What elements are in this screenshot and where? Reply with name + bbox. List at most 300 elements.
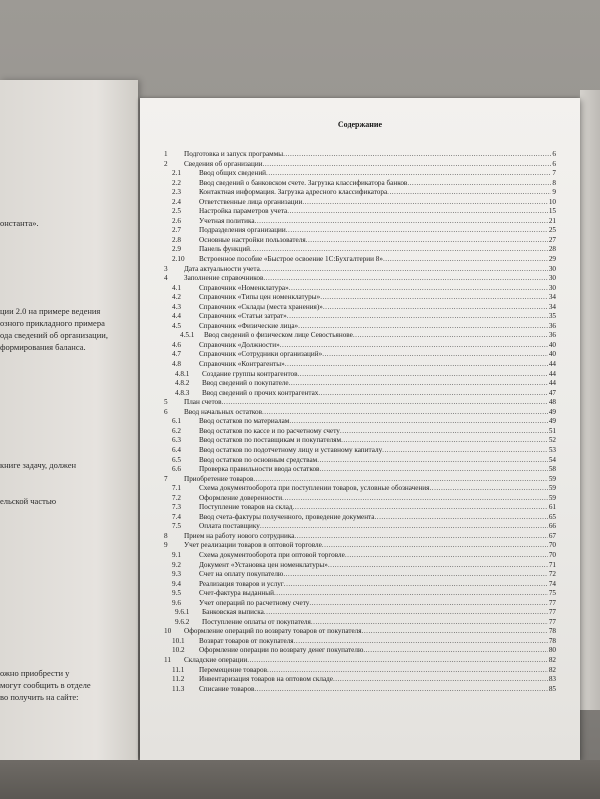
toc-entry [160, 494, 556, 504]
toc-entry [160, 532, 556, 542]
toc-dot-leader [285, 360, 548, 370]
toc-entry-number: 10.1 [172, 636, 185, 645]
toc-entry-number: 8 [164, 531, 168, 540]
toc-dot-leader [264, 608, 548, 618]
toc-entry-number: 4.8 [172, 360, 181, 369]
toc-dot-leader [293, 503, 548, 513]
toc-entry-number: 4.7 [172, 350, 181, 359]
toc-entry-title: Ввод сведений о физическом лице Севостьянове [204, 331, 353, 340]
toc-entry [160, 656, 556, 666]
toc-entry-number: 3 [164, 264, 168, 273]
toc-dot-leader [383, 255, 548, 265]
toc-entry-page: 59 [548, 493, 556, 502]
toc-entry [160, 475, 556, 485]
toc-entry-page: 77 [548, 598, 556, 607]
left-text-fragment: онстанта». [0, 218, 39, 228]
toc-entry-page: 52 [548, 436, 556, 445]
toc-entry-number: 9.5 [172, 589, 181, 598]
toc-entry-page: 44 [548, 379, 556, 388]
left-text-fragment: озного прикладного примера [0, 318, 105, 328]
toc-dot-leader [260, 522, 548, 532]
toc-entry-page: 30 [548, 283, 556, 292]
toc-entry-page: 25 [548, 226, 556, 235]
toc-entry-page: 58 [548, 465, 556, 474]
toc-entry-title: Сведения об организации [184, 159, 263, 168]
toc-entry-number: 7.5 [172, 522, 181, 531]
toc-entry-number: 2.10 [172, 255, 185, 264]
toc-entry-number: 9.6.2 [175, 617, 190, 626]
toc-entry-number: 10.2 [172, 646, 185, 655]
toc-entry-title: Счет на оплату покупателю [199, 570, 284, 579]
toc-entry [160, 179, 556, 189]
toc-entry-title: Перемещение товаров [199, 665, 268, 674]
toc-entry-page: 80 [548, 646, 556, 655]
toc-entry [160, 646, 556, 656]
toc-entry [160, 341, 556, 351]
toc-entry-number: 6.2 [172, 426, 181, 435]
toc-entry [160, 217, 556, 227]
toc-entry-title: Справочник «Должности» [199, 340, 280, 349]
left-text-fragment: ода сведений об организации, [0, 330, 108, 340]
toc-dot-leader [287, 207, 548, 217]
toc-entry-title: Ввод остатков по кассе и по расчетному счету [199, 426, 340, 435]
toc-entry-page: 70 [548, 550, 556, 559]
toc-dot-leader [280, 341, 548, 351]
toc-entry-title: Заполнение справочников [184, 274, 264, 283]
toc-entry [160, 245, 556, 255]
toc-entry-number: 11.3 [172, 684, 185, 693]
toc-entry-page: 82 [548, 655, 556, 664]
toc-entry [160, 160, 556, 170]
toc-entry-title: Реализация товаров и услуг [199, 579, 284, 588]
toc-entry-number: 10 [164, 627, 172, 636]
toc-entry-number: 4.8.2 [175, 379, 190, 388]
toc-entry-page: 7 [552, 169, 556, 178]
toc-dot-leader [263, 274, 547, 284]
left-text-fragment: во получить на сайте: [0, 692, 79, 702]
toc-entry-title: Дата актуальности учета [184, 264, 260, 273]
toc-dot-leader [322, 541, 548, 551]
toc-entry [160, 360, 556, 370]
left-text-fragment: ельской частью [0, 496, 57, 506]
page-title: Содержание [337, 120, 383, 129]
toc-entry [160, 580, 556, 590]
toc-dot-leader [266, 169, 551, 179]
toc-entry-number: 11.1 [172, 665, 185, 674]
toc-entry-number: 9.2 [172, 560, 181, 569]
toc-dot-leader [353, 331, 548, 341]
toc-entry [160, 465, 556, 475]
toc-dot-leader [262, 408, 548, 418]
toc-dot-leader [333, 675, 548, 685]
toc-entry-number: 2.3 [172, 188, 181, 197]
toc-entry [160, 265, 556, 275]
toc-entry-number: 6.4 [172, 445, 181, 454]
toc-entry [160, 169, 556, 179]
toc-entry-number: 9.4 [172, 579, 181, 588]
toc-entry [160, 293, 556, 303]
toc-entry [160, 446, 556, 456]
left-text-fragment: ожно приобрести у [0, 668, 70, 678]
toc-entry [160, 150, 556, 160]
toc-entry-number: 2.1 [172, 169, 181, 178]
toc-dot-leader [282, 494, 548, 504]
toc-entry-title: Списание товаров [199, 684, 255, 693]
toc-entry-page: 15 [548, 207, 556, 216]
toc-entry-page: 44 [548, 369, 556, 378]
toc-entry-page: 35 [548, 312, 556, 321]
left-text-fragment: книге задачу, должен [0, 460, 77, 470]
toc-dot-leader [387, 188, 551, 198]
toc-entry-page: 71 [548, 560, 556, 569]
toc-entry-title: Прием на работу нового сотрудника [184, 531, 295, 540]
toc-entry [160, 255, 556, 265]
toc-entry-page: 82 [548, 665, 556, 674]
toc-entry-title: Банковская выписка [202, 608, 264, 617]
toc-entry-page: 78 [548, 627, 556, 636]
toc-entry-title: Подготовка и запуск программы [184, 150, 284, 158]
toc-entry [160, 570, 556, 580]
toc-entry-number: 2.2 [172, 178, 181, 187]
toc-entry-page: 66 [548, 522, 556, 531]
toc-entry-title: Инвентаризация товаров на оптовом складе [199, 675, 333, 684]
toc-entry-page: 44 [548, 360, 556, 369]
toc-entry-title: Ввод общих сведений [199, 169, 267, 178]
toc-entry-title: Подразделения организации [199, 226, 286, 235]
toc-entry-title: Учет операций по расчетному счету [199, 598, 310, 607]
toc-entry [160, 551, 556, 561]
toc-entry-number: 4.8.1 [175, 369, 190, 378]
toc-entry-title: Справочник «Физические лица» [199, 321, 299, 330]
toc-entry-page: 49 [548, 417, 556, 426]
toc-entry [160, 398, 556, 408]
toc-entry [160, 226, 556, 236]
toc-entry-title: Учет реализации товаров в оптовой торговле [184, 541, 322, 550]
toc-entry-title: Проверка правильности ввода остатков [199, 465, 320, 474]
toc-entry-title: Ввод начальных остатков [184, 407, 262, 416]
toc-entry-page: 27 [548, 235, 556, 244]
toc-entry-number: 7 [164, 474, 168, 483]
toc-entry-number: 5 [164, 398, 168, 407]
toc-entry-page: 40 [548, 340, 556, 349]
toc-entry-title: Оформление операции по возврату денег покупателю [199, 646, 364, 655]
toc-entry-number: 4.1 [172, 283, 181, 292]
toc-entry-page: 85 [548, 684, 556, 693]
toc-entry [160, 188, 556, 198]
toc-entry-title: Настройка параметров учета [199, 207, 288, 216]
toc-dot-leader [322, 350, 548, 360]
toc-entry-title: Панель функций [199, 245, 251, 254]
toc-entry-page: 34 [548, 302, 556, 311]
toc-entry-title: План счетов [184, 398, 222, 407]
toc-entry-title: Учетная политика [199, 216, 255, 225]
table-surface [0, 760, 600, 799]
toc-entry [160, 456, 556, 466]
toc-entry-title: Документ «Установка цен номенклатуры» [199, 560, 328, 569]
toc-entry-number: 4.3 [172, 302, 181, 311]
toc-entry-number: 2.6 [172, 216, 181, 225]
toc-entry [160, 379, 556, 389]
toc-entry [160, 637, 556, 647]
toc-entry-page: 59 [548, 484, 556, 493]
toc-dot-leader [382, 446, 548, 456]
toc-dot-leader [222, 398, 548, 408]
toc-dot-leader [294, 532, 547, 542]
toc-dot-leader [328, 561, 548, 571]
toc-entry-number: 4.4 [172, 312, 181, 321]
toc-entry-page: 78 [548, 636, 556, 645]
toc-entry-page: 61 [548, 503, 556, 512]
toc-dot-leader [287, 312, 548, 322]
toc-entry-page: 6 [552, 159, 556, 168]
toc-entry-title: Складские операции [184, 655, 248, 664]
toc-dot-leader [363, 646, 547, 656]
toc-entry [160, 503, 556, 513]
toc-dot-leader [340, 427, 548, 437]
toc-dot-leader [286, 226, 548, 236]
toc-dot-leader [318, 389, 547, 399]
toc-entry-number: 7.1 [172, 484, 181, 493]
toc-entry [160, 408, 556, 418]
toc-entry [160, 685, 556, 695]
toc-dot-leader [306, 236, 548, 246]
toc-entry-page: 67 [548, 531, 556, 540]
toc-entry-number: 7.4 [172, 512, 181, 521]
toc-entry-number: 2.9 [172, 245, 181, 254]
toc-entry-title: Справочник «Сотрудники организаций» [199, 350, 323, 359]
toc-entry-title: Ввод сведений о прочих контрагентах [202, 388, 319, 397]
toc-entry-number: 4.6 [172, 340, 181, 349]
toc-entry-page: 48 [548, 398, 556, 407]
toc-entry [160, 599, 556, 609]
toc-entry-title: Справочник «Типы цен номенклатуры» [199, 293, 321, 302]
toc-entry [160, 312, 556, 322]
toc-dot-leader [320, 293, 548, 303]
toc-entry-page: 36 [548, 331, 556, 340]
toc-entry-title: Создание группы контрагентов [202, 369, 298, 378]
table-of-contents [160, 150, 556, 694]
toc-dot-leader [302, 198, 547, 208]
toc-entry-page: 30 [548, 264, 556, 273]
toc-entry-page: 54 [548, 455, 556, 464]
toc-dot-leader [298, 322, 548, 332]
toc-entry-number: 9.1 [172, 550, 181, 559]
toc-entry-title: Справочник «Статьи затрат» [199, 312, 287, 321]
toc-entry [160, 198, 556, 208]
toc-entry-number: 2.8 [172, 235, 181, 244]
toc-dot-leader [274, 589, 548, 599]
toc-entry-number: 4.2 [172, 293, 181, 302]
toc-dot-leader [317, 456, 548, 466]
toc-dot-leader [254, 685, 547, 695]
toc-entry-page: 75 [548, 589, 556, 598]
toc-dot-leader [345, 551, 548, 561]
toc-entry [160, 207, 556, 217]
toc-entry-page: 83 [548, 675, 556, 684]
toc-dot-leader [323, 303, 548, 313]
toc-entry-page: 10 [548, 197, 556, 206]
left-text-fragment: ции 2.0 на примере ведения [0, 306, 101, 316]
toc-dot-leader [319, 465, 547, 475]
toc-dot-leader [407, 179, 551, 189]
toc-entry-page: 21 [548, 216, 556, 225]
toc-entry-number: 6.5 [172, 455, 181, 464]
toc-entry-title: Оформление операций по возврату товаров от покупателя [184, 627, 362, 636]
toc-entry-title: Справочник «Склады (места хранения)» [199, 302, 323, 311]
toc-entry [160, 303, 556, 313]
toc-dot-leader [283, 570, 548, 580]
toc-dot-leader [289, 417, 547, 427]
toc-entry-title: Приобретение товаров [184, 474, 254, 483]
toc-entry-page: 77 [548, 617, 556, 626]
toc-entry-page: 49 [548, 407, 556, 416]
toc-dot-leader [253, 475, 547, 485]
left-book-page [0, 80, 138, 760]
toc-entry [160, 274, 556, 284]
toc-entry-title: Встроенное пособие «Быстрое освоение 1С:Бухгалтерии 8» [199, 255, 383, 264]
toc-dot-leader [247, 656, 548, 666]
toc-entry-title: Справочник «Контрагенты» [199, 360, 285, 369]
toc-entry [160, 666, 556, 676]
toc-entry-number: 4.5 [172, 321, 181, 330]
toc-entry-number: 6.6 [172, 465, 181, 474]
toc-dot-leader [267, 666, 548, 676]
toc-entry-number: 11.2 [172, 675, 185, 684]
toc-entry [160, 322, 556, 332]
toc-entry-title: Справочник «Номенклатура» [199, 283, 289, 292]
toc-entry [160, 513, 556, 523]
toc-dot-leader [294, 637, 548, 647]
toc-entry-page: 28 [548, 245, 556, 254]
toc-entry-page: 34 [548, 293, 556, 302]
toc-dot-leader [284, 580, 548, 590]
toc-entry-page: 51 [548, 426, 556, 435]
toc-entry [160, 618, 556, 628]
toc-entry-title: Ответственные лица организации [199, 197, 303, 206]
toc-entry-page: 72 [548, 570, 556, 579]
toc-entry-title: Ввод остатков по материалам [199, 417, 290, 426]
toc-entry-number: 2.5 [172, 207, 181, 216]
toc-entry-number: 6.3 [172, 436, 181, 445]
toc-dot-leader [289, 284, 548, 294]
toc-entry-page: 8 [552, 178, 556, 187]
toc-dot-leader [309, 599, 547, 609]
toc-dot-leader [255, 217, 548, 227]
toc-dot-leader [362, 627, 548, 637]
toc-entry [160, 370, 556, 380]
toc-entry-number: 2.4 [172, 197, 181, 206]
toc-entry [160, 522, 556, 532]
toc-entry-title: Оплата поставщику [199, 522, 260, 531]
toc-entry-page: 9 [552, 188, 556, 197]
toc-entry-page: 53 [548, 445, 556, 454]
toc-entry [160, 436, 556, 446]
toc-dot-leader [341, 436, 548, 446]
toc-entry-number: 9.6.1 [175, 608, 190, 617]
toc-entry-title: Возврат товаров от покупателя [199, 636, 294, 645]
toc-dot-leader [260, 265, 548, 275]
toc-entry [160, 675, 556, 685]
toc-entry-number: 4.5.1 [180, 331, 195, 340]
toc-entry-number: 6 [164, 407, 168, 416]
toc-entry-number: 4 [164, 274, 168, 283]
toc-entry [160, 350, 556, 360]
toc-dot-leader [374, 513, 547, 523]
toc-dot-leader [429, 484, 547, 494]
toc-entry [160, 589, 556, 599]
toc-entry [160, 427, 556, 437]
toc-entry-number: 2.7 [172, 226, 181, 235]
toc-entry [160, 389, 556, 399]
toc-entry-title: Ввод остатков по основным средствам [199, 455, 318, 464]
toc-entry-number: 1 [164, 150, 168, 158]
next-page-edge [580, 90, 600, 710]
toc-entry-page: 36 [548, 321, 556, 330]
toc-entry [160, 331, 556, 341]
left-text-fragment: могут сообщить в отделе [0, 680, 91, 690]
toc-entry-title: Контактная информация. Загрузка адресного классификатора [199, 188, 388, 197]
toc-dot-leader [298, 370, 548, 380]
toc-entry [160, 541, 556, 551]
toc-entry-number: 9 [164, 541, 168, 550]
toc-entry-number: 6.1 [172, 417, 181, 426]
toc-entry [160, 484, 556, 494]
toc-entry-title: Схема документооборота при оптовой торговле [199, 550, 345, 559]
toc-entry-page: 74 [548, 579, 556, 588]
toc-entry-title: Ввод остатков по подотчетному лицу и уставному капиталу [199, 445, 383, 454]
toc-entry-title: Оформление доверенности [199, 493, 283, 502]
toc-entry-page: 59 [548, 474, 556, 483]
toc-entry-title: Ввод сведений о покупателе [202, 379, 289, 388]
toc-dot-leader [250, 245, 548, 255]
toc-entry-number: 11 [164, 655, 171, 664]
toc-entry-number: 7.3 [172, 503, 181, 512]
toc-entry-number: 9.6 [172, 598, 181, 607]
toc-entry [160, 627, 556, 637]
toc-entry-page: 47 [548, 388, 556, 397]
toc-entry-number: 2 [164, 159, 168, 168]
toc-entry [160, 236, 556, 246]
toc-entry [160, 561, 556, 571]
toc-entry-number: 9.3 [172, 570, 181, 579]
toc-dot-leader [289, 379, 548, 389]
toc-entry-title: Схема документооборота при поступлении товаров, условные обозначения [199, 484, 430, 493]
toc-entry-title: Основные настройки пользователя [199, 235, 306, 244]
toc-entry-page: 30 [548, 274, 556, 283]
toc-entry-page: 29 [548, 255, 556, 264]
toc-entry-page: 65 [548, 512, 556, 521]
toc-dot-leader [263, 160, 552, 170]
toc-entry-page: 40 [548, 350, 556, 359]
toc-entry-title: Ввод остатков по поставщикам и покупателям [199, 436, 342, 445]
toc-entry-title: Поступление оплаты от покупателя [202, 617, 311, 626]
toc-entry-title: Поступление товаров на склад [199, 503, 293, 512]
toc-entry-number: 4.8.3 [175, 388, 190, 397]
toc-entry-page: 77 [548, 608, 556, 617]
toc-dot-leader [311, 618, 548, 628]
toc-entry [160, 608, 556, 618]
toc-entry-page: 6 [552, 150, 556, 158]
toc-entry-number: 7.2 [172, 493, 181, 502]
toc-entry-page: 70 [548, 541, 556, 550]
left-text-fragment: формирования баланса. [0, 342, 86, 352]
toc-entry [160, 417, 556, 427]
toc-entry-title: Ввод счета-фактуры полученного, проведение документа [199, 512, 375, 521]
toc-dot-leader [283, 150, 551, 160]
toc-entry-title: Ввод сведений о банковском счете. Загрузка классификатора банков [199, 178, 408, 187]
toc-entry [160, 284, 556, 294]
toc-entry-title: Счет-фактура выданный [199, 589, 274, 598]
